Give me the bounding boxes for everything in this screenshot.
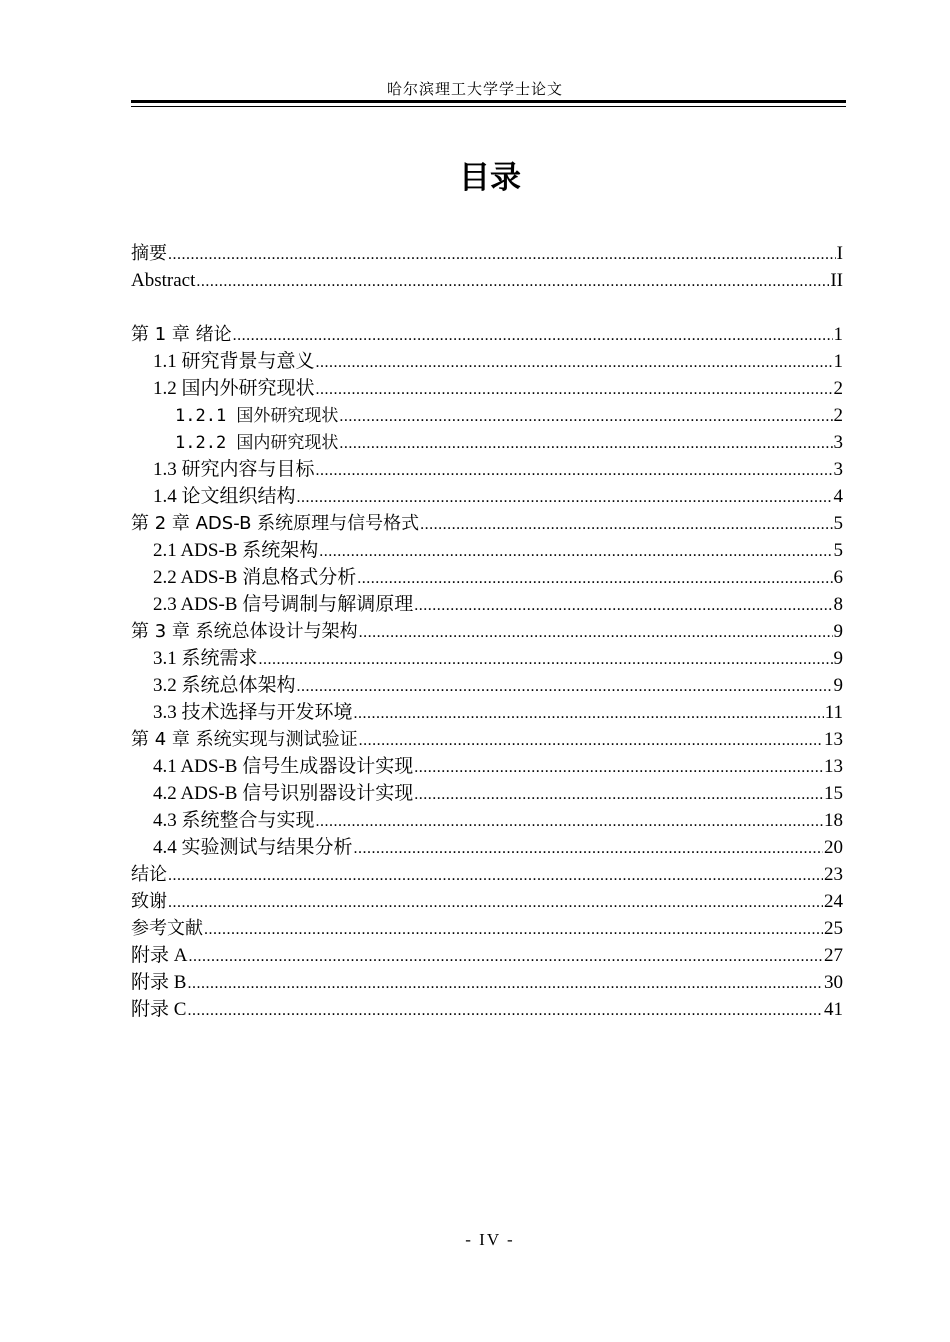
- toc-entry[interactable]: [131, 969, 843, 996]
- toc-entry-page: 4: [833, 486, 843, 507]
- toc-entry-label: 2.2 ADS-B 消息格式分析: [153, 567, 357, 588]
- header-rule-thin: [131, 106, 846, 107]
- toc-entry-page: 9: [833, 675, 843, 696]
- toc-entry-label: 3.2 系统总体架构: [153, 675, 296, 696]
- toc-entry-label: Abstract: [131, 270, 196, 291]
- toc-entry-label: 1.4 论文组织结构: [153, 486, 296, 507]
- toc-entry-page: 3: [833, 432, 843, 453]
- toc-leader-dots: [187, 997, 823, 1024]
- running-header: 哈尔滨理工大学学士论文: [386, 80, 563, 98]
- toc-title: 目录: [459, 160, 521, 196]
- toc-entry-label: 附录 B: [131, 972, 187, 993]
- toc-entry[interactable]: [131, 915, 843, 942]
- toc-entry-label: 结论: [131, 864, 167, 885]
- page-number: - IV -: [465, 1230, 515, 1249]
- toc-entry-page: 15: [824, 783, 843, 804]
- toc-leader-dots: [414, 754, 823, 781]
- toc-entry[interactable]: [131, 267, 843, 294]
- toc-entry-page: 13: [824, 729, 843, 750]
- toc-entry-page: II: [830, 270, 843, 291]
- toc-leader-dots: [316, 376, 833, 403]
- toc-entry-label: 4.4 实验测试与结果分析: [153, 837, 353, 858]
- toc-entry-label: 第 1 章 绪论: [131, 324, 232, 345]
- toc-entry[interactable]: [131, 699, 843, 726]
- toc-leader-dots: [297, 673, 833, 700]
- toc-entry-label: 3.3 技术选择与开发环境: [153, 702, 353, 723]
- toc-leader-dots: [168, 889, 823, 916]
- toc-leader-dots: [187, 970, 823, 997]
- toc-entry[interactable]: [131, 618, 843, 645]
- toc-entry-page: 23: [824, 864, 843, 885]
- toc-entry[interactable]: [131, 780, 843, 807]
- toc-entry-label: 4.1 ADS-B 信号生成器设计实现: [153, 756, 414, 777]
- toc-entry-page: 13: [824, 756, 843, 777]
- toc-entry-page: 20: [824, 837, 843, 858]
- table-of-contents: [131, 240, 843, 1023]
- toc-entry[interactable]: [131, 564, 843, 591]
- toc-entry-page: 24: [824, 891, 843, 912]
- toc-entry[interactable]: [131, 753, 843, 780]
- toc-entry-page: I: [836, 243, 843, 264]
- toc-leader-dots: [357, 565, 832, 592]
- toc-leader-dots: [196, 268, 829, 295]
- toc-entry-page: 6: [833, 567, 843, 588]
- toc-leader-dots: [339, 403, 832, 430]
- toc-entry-label: 1.2 国内外研究现状: [153, 378, 315, 399]
- toc-entry[interactable]: [131, 321, 843, 348]
- toc-leader-dots: [359, 727, 823, 754]
- toc-entry[interactable]: [131, 996, 843, 1023]
- toc-entry-label: 1.2.1 国外研究现状: [175, 406, 339, 426]
- toc-entry[interactable]: [131, 807, 843, 834]
- toc-leader-dots: [420, 511, 832, 538]
- toc-entry-label: 3.1 系统需求: [153, 648, 258, 669]
- toc-entry[interactable]: [131, 645, 843, 672]
- toc-entry[interactable]: [131, 888, 843, 915]
- toc-entry-page: 2: [833, 405, 843, 426]
- toc-entry-page: 3: [833, 459, 843, 480]
- toc-entry-page: 5: [833, 540, 843, 561]
- toc-entry[interactable]: [131, 510, 843, 537]
- toc-entry[interactable]: [131, 483, 843, 510]
- toc-entry-page: 8: [833, 594, 843, 615]
- toc-entry-label: 第 2 章 ADS-B 系统原理与信号格式: [131, 513, 420, 534]
- toc-leader-dots: [204, 916, 823, 943]
- toc-entry[interactable]: [131, 537, 843, 564]
- toc-entry[interactable]: [131, 861, 843, 888]
- toc-entry[interactable]: [131, 240, 843, 267]
- toc-entry-label: 4.3 系统整合与实现: [153, 810, 315, 831]
- toc-entry-label: 1.3 研究内容与目标: [153, 459, 315, 480]
- toc-entry[interactable]: [131, 591, 843, 618]
- toc-entry-page: 41: [824, 999, 843, 1020]
- toc-leader-dots: [168, 241, 836, 268]
- toc-entry[interactable]: [131, 942, 843, 969]
- toc-entry[interactable]: [131, 375, 843, 402]
- toc-entry-page: 1: [833, 351, 843, 372]
- toc-entry[interactable]: [131, 726, 843, 753]
- toc-entry-page: 1: [833, 324, 843, 345]
- toc-entry-label: 参考文献: [131, 918, 203, 939]
- toc-leader-dots: [414, 781, 823, 808]
- toc-entry-page: 2: [833, 378, 843, 399]
- toc-entry-label: 摘要: [131, 243, 167, 264]
- toc-entry-page: 11: [824, 702, 843, 723]
- toc-entry-page: 25: [824, 918, 843, 939]
- toc-entry[interactable]: [131, 348, 843, 375]
- toc-entry-page: 9: [833, 648, 843, 669]
- toc-leader-dots: [316, 808, 823, 835]
- toc-leader-dots: [259, 646, 833, 673]
- toc-entry[interactable]: [131, 672, 843, 699]
- toc-leader-dots: [316, 457, 833, 484]
- toc-leader-dots: [339, 430, 832, 457]
- toc-entry-label: 2.1 ADS-B 系统架构: [153, 540, 319, 561]
- toc-entry-label: 附录 C: [131, 999, 187, 1020]
- toc-leader-dots: [414, 592, 832, 619]
- toc-entry-page: 9: [833, 621, 843, 642]
- toc-entry-label: 附录 A: [131, 945, 188, 966]
- toc-entry-label: 第 4 章 系统实现与测试验证: [131, 729, 358, 750]
- toc-leader-dots: [233, 322, 833, 349]
- toc-entry-page: 27: [824, 945, 843, 966]
- toc-leader-dots: [316, 349, 833, 376]
- header-rule-thick: [131, 100, 846, 103]
- toc-leader-dots: [319, 538, 832, 565]
- toc-leader-dots: [354, 700, 824, 727]
- toc-entry-label: 第 3 章 系统总体设计与架构: [131, 621, 358, 642]
- toc-entry[interactable]: [131, 429, 843, 456]
- toc-entry-label: 致谢: [131, 891, 167, 912]
- toc-entry-page: 30: [824, 972, 843, 993]
- toc-leader-dots: [188, 943, 823, 970]
- toc-entry-page: 5: [833, 513, 843, 534]
- toc-entry-label: 4.2 ADS-B 信号识别器设计实现: [153, 783, 414, 804]
- toc-leader-dots: [359, 619, 833, 646]
- toc-entry[interactable]: [131, 402, 843, 429]
- toc-entry[interactable]: [131, 456, 843, 483]
- toc-entry-label: 2.3 ADS-B 信号调制与解调原理: [153, 594, 414, 615]
- toc-entry-label: 1.2.2 国内研究现状: [175, 433, 339, 453]
- toc-leader-dots: [354, 835, 823, 862]
- toc-leader-dots: [168, 862, 823, 889]
- toc-entry[interactable]: [131, 834, 843, 861]
- toc-entry-label: 1.1 研究背景与意义: [153, 351, 315, 372]
- toc-leader-dots: [297, 484, 833, 511]
- toc-entry-page: 18: [824, 810, 843, 831]
